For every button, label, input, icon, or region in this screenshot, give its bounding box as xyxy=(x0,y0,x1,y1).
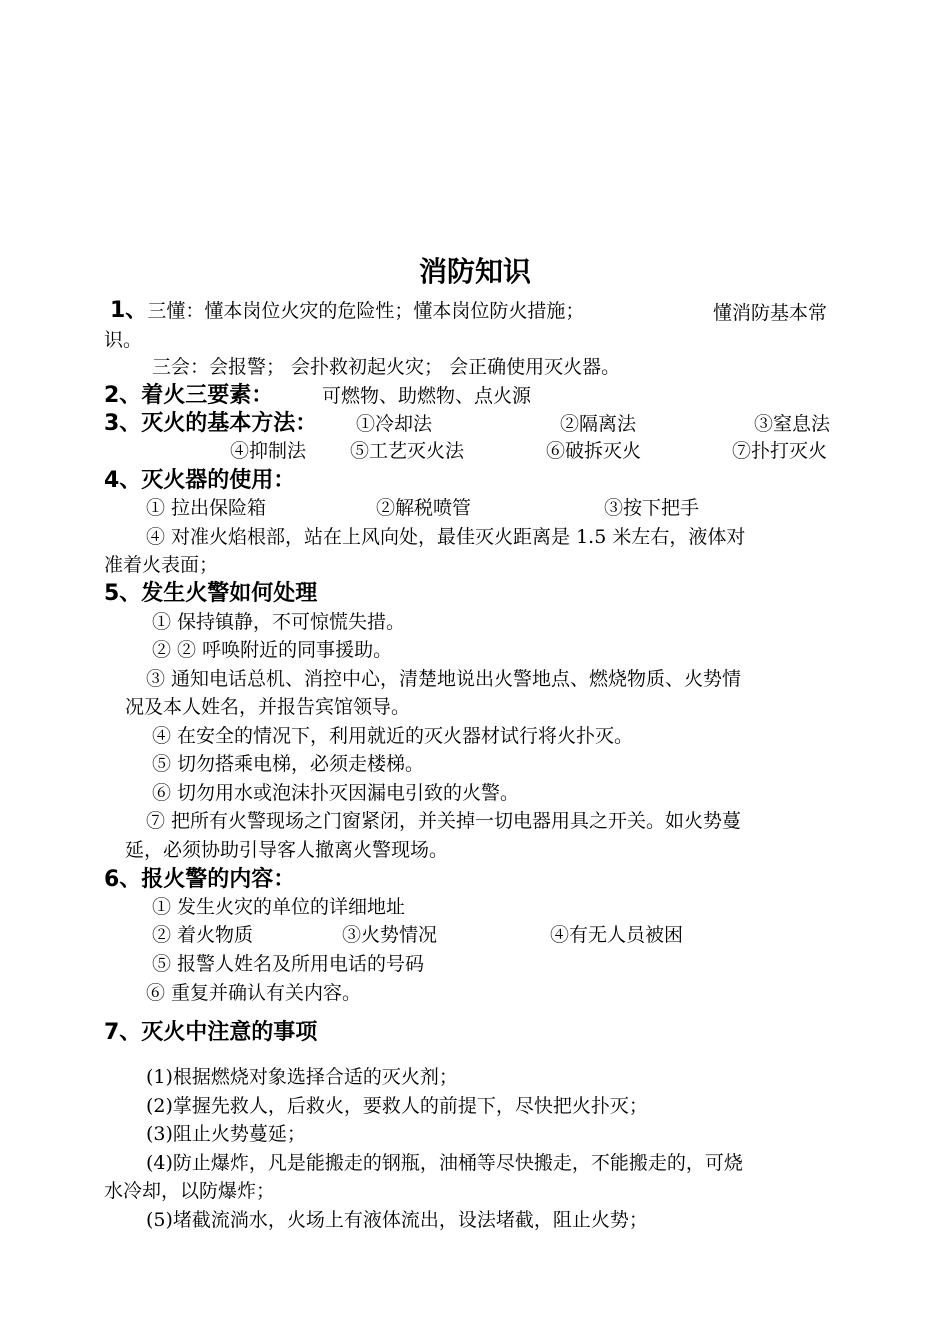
s5-line-3a: ③ 通知电话总机、消控中心，清楚地说出火警地点、燃烧物质、火势情 xyxy=(146,668,742,690)
s5-line-2: ② ② 呼唤附近的同事援助。 xyxy=(152,639,393,661)
s4-item-1: ① 拉出保险箱 xyxy=(146,497,267,519)
s3-heading: 3、灭火的基本方法： xyxy=(104,411,318,436)
s3-method-6: ⑥破拆灭火 xyxy=(546,440,642,462)
s1-text-a: 三懂：懂本岗位火灾的危险性；懂本岗位防火措施； xyxy=(147,300,585,322)
page-title: 消防知识 xyxy=(418,255,531,288)
s4-heading: 4、灭火器的使用： xyxy=(104,468,296,493)
s7-line-1: (1)根据燃烧对象选择合适的灭火剂； xyxy=(146,1066,458,1088)
s7-line-5: (5)堵截流淌水，火场上有液体流出，设法堵截，阻止火势； xyxy=(146,1209,648,1231)
s3-method-3: ③窒息法 xyxy=(754,413,831,435)
s6-line-2c: ④有无人员被困 xyxy=(550,924,684,946)
s1-number: 1、 xyxy=(110,298,148,323)
s1-line3: 三会：会报警； 会扑救初起火灾； 会正确使用灭火器。 xyxy=(152,356,621,378)
s5-line-1: ① 保持镇静，不可惊慌失措。 xyxy=(152,611,406,633)
s3-method-7: ⑦扑打灭火 xyxy=(732,440,828,462)
s4-item-4a: ④ 对准火焰根部，站在上风向处，最佳灭火距离是 1.5 米左右，液体对 xyxy=(146,526,746,548)
s2-text: 可燃物、助燃物、点火源 xyxy=(322,385,532,407)
s5-line-7a: ⑦ 把所有火警现场之门窗紧闭，并关掉一切电器用具之开关。如火势蔓 xyxy=(146,810,742,832)
s3-method-1: ①冷却法 xyxy=(356,413,433,435)
s6-line-4: ⑥ 重复并确认有关内容。 xyxy=(146,982,362,1004)
s5-line-5: ⑤ 切勿搭乘电梯，必须走楼梯。 xyxy=(152,753,425,775)
s1-line1 xyxy=(110,298,584,324)
s1-line2: 识。 xyxy=(104,329,143,351)
s6-line-2a: ② 着火物质 xyxy=(152,924,254,946)
s4-item-2: ②解税喷管 xyxy=(376,497,472,519)
s4-item-3: ③按下把手 xyxy=(604,497,700,519)
s6-line-1: ① 发生火灾的单位的详细地址 xyxy=(152,896,406,918)
s7-line-4b: 水冷却，以防爆炸； xyxy=(104,1180,276,1202)
s3-method-2: ②隔离法 xyxy=(560,413,637,435)
s1-text-b: 懂消防基本常 xyxy=(713,302,828,324)
s7-line-3: (3)阻止火势蔓延； xyxy=(146,1123,306,1145)
s7-line-4a: (4)防止爆炸，凡是能搬走的钢瓶，油桶等尽快搬走，不能搬走的，可烧 xyxy=(146,1152,743,1174)
s4-item-4b: 准着火表面； xyxy=(104,554,219,576)
s6-heading: 6、报火警的内容： xyxy=(104,867,296,892)
s6-line-3: ⑤ 报警人姓名及所用电话的号码 xyxy=(152,953,425,975)
s3-method-4: ④抑制法 xyxy=(230,440,307,462)
s5-line-7b: 延，必须协助引导客人撤离火警现场。 xyxy=(125,839,449,861)
s7-line-2: (2)掌握先救人，后救火，要救人的前提下，尽快把火扑灭； xyxy=(146,1095,648,1117)
s2-heading: 2、着火三要素： xyxy=(104,383,274,408)
s5-heading: 5、发生火警如何处理 xyxy=(104,581,318,606)
s5-line-4: ④ 在安全的情况下，利用就近的灭火器材试行将火扑灭。 xyxy=(152,725,634,747)
s5-line-6: ⑥ 切勿用水或泡沫扑灭因漏电引致的火警。 xyxy=(152,782,520,804)
s3-method-5: ⑤工艺灭火法 xyxy=(350,440,465,462)
s5-line-3b: 况及本人姓名，并报告宾馆领导。 xyxy=(125,696,411,718)
s6-line-2b: ③火势情况 xyxy=(342,924,438,946)
s7-heading: 7、灭火中注意的事项 xyxy=(104,1020,318,1045)
